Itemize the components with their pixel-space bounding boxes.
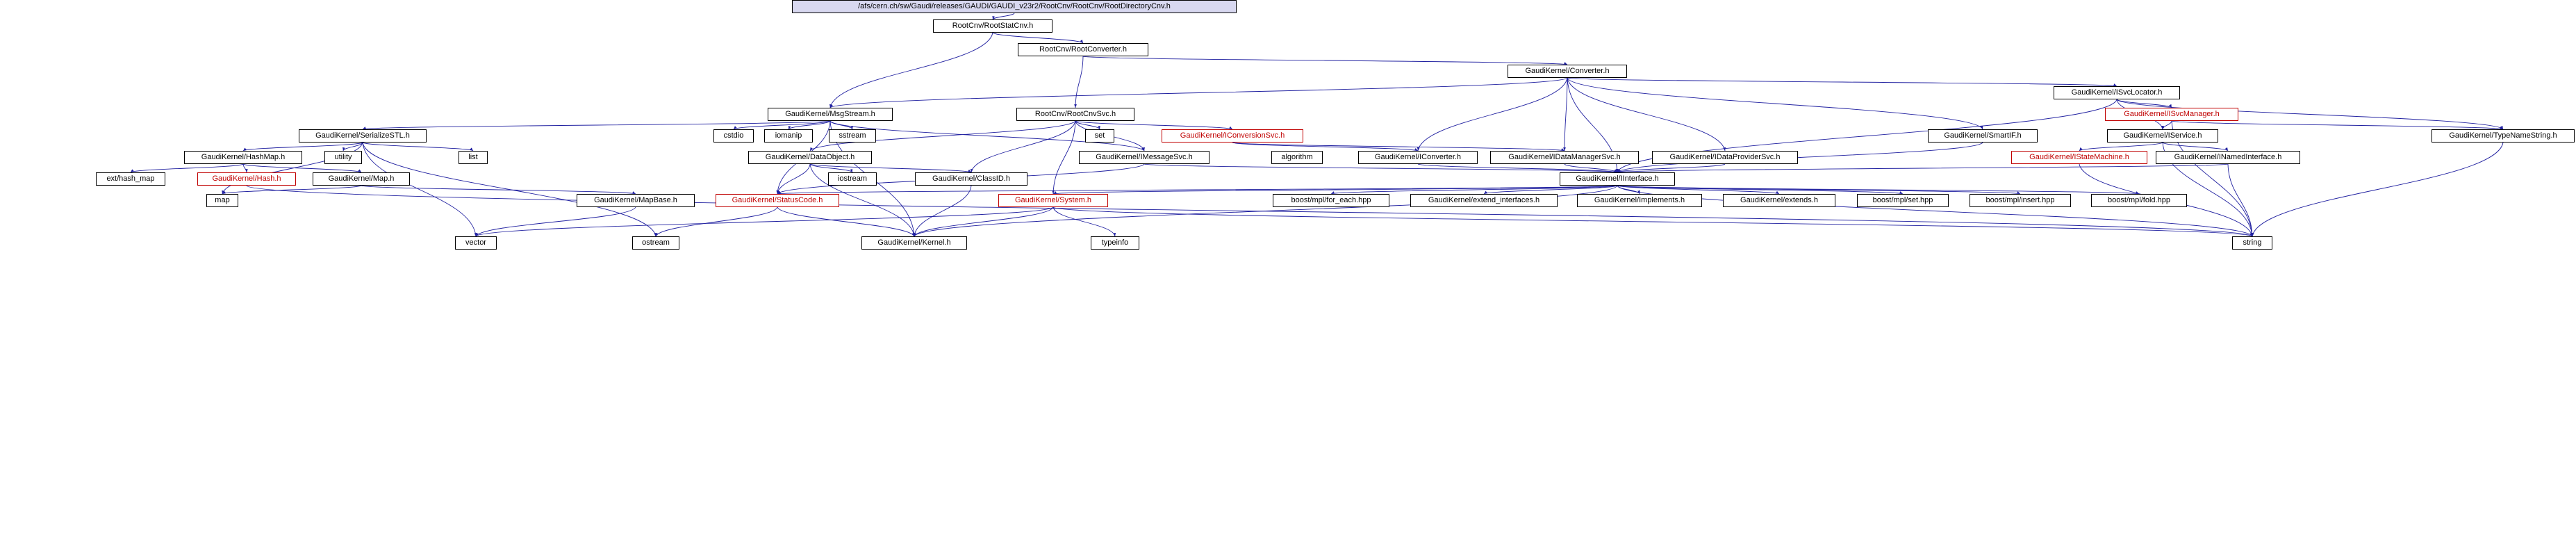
graph-edge [993, 33, 1083, 43]
graph-edge [243, 164, 361, 172]
graph-node-label: boost/mpl/for_each.hpp [1291, 196, 1371, 204]
graph-node-label: boost/mpl/set.hpp [1872, 196, 1933, 204]
graph-node-system[interactable] [998, 194, 1108, 207]
graph-edge [363, 143, 656, 236]
graph-node-label: RootCnv/RootConverter.h [1039, 45, 1127, 54]
graph-node-rootcnvsvc[interactable] [1016, 108, 1134, 121]
graph-edge [1053, 207, 2252, 236]
graph-node-label: GaudiKernel/extend_interfaces.h [1428, 196, 1540, 204]
graph-node-ismartif[interactable] [1928, 129, 2038, 143]
graph-edge [993, 13, 1014, 19]
graph-node-label: ostream [642, 238, 670, 247]
graph-node-algorithm[interactable] [1271, 151, 1323, 164]
graph-node-label: GaudiKernel/DataObject.h [765, 153, 855, 161]
graph-edge [830, 78, 1567, 108]
graph-edge [914, 186, 1617, 236]
graph-node-iservice[interactable] [2107, 129, 2218, 143]
graph-node-label: GaudiKernel/IConverter.h [1374, 153, 1462, 161]
graph-node-label: GaudiKernel/Hash.h [212, 174, 281, 183]
graph-node-label: vector [465, 238, 486, 247]
graph-node-label: GaudiKernel/IMessageSvc.h [1096, 153, 1193, 161]
graph-node-label: map [215, 196, 230, 204]
graph-node-isvclocator[interactable] [2054, 86, 2180, 99]
graph-node-label: typeinfo [1101, 238, 1129, 247]
graph-node-map_std[interactable] [206, 194, 238, 207]
graph-node-statuscode[interactable] [716, 194, 839, 207]
graph-edge [1617, 186, 2020, 194]
graph-node-label: GaudiKernel/IStateMachine.h [2029, 153, 2129, 161]
graph-node-label: GaudiKernel/MsgStream.h [785, 110, 875, 118]
graph-edge [914, 186, 971, 236]
graph-node-idataprovidersvc[interactable] [1652, 151, 1798, 164]
graph-node-iconverter[interactable] [1358, 151, 1478, 164]
graph-node-label: GaudiKernel/SmartIF.h [1944, 131, 2022, 140]
graph-edge [363, 121, 830, 129]
graph-node-dataobject[interactable] [748, 151, 872, 164]
graph-node-label: RootCnv/RootCnvSvc.h [1034, 110, 1116, 118]
graph-node-exthashmap[interactable] [96, 172, 165, 186]
graph-edge [2163, 121, 2172, 129]
graph-node-iostream[interactable] [828, 172, 877, 186]
graph-node-mplset[interactable] [1857, 194, 1949, 207]
graph-edge [810, 164, 971, 172]
graph-node-label: GaudiKernel/HashMap.h [201, 153, 286, 161]
graph-edge [2228, 164, 2252, 236]
graph-edge [1144, 164, 1617, 172]
graph-node-label: GaudiKernel/MapBase.h [594, 196, 677, 204]
graph-edge [777, 207, 914, 236]
graph-node-serializestl[interactable] [299, 129, 427, 143]
graph-edge [247, 186, 2252, 236]
graph-node-inamedinterface[interactable] [2156, 151, 2300, 164]
graph-node-label: GaudiKernel/Implements.h [1594, 196, 1685, 204]
graph-node-extendinterfaces[interactable] [1410, 194, 1558, 207]
graph-node-extends[interactable] [1723, 194, 1835, 207]
graph-edge [222, 186, 361, 194]
graph-node-label: GaudiKernel/ISvcLocator.h [2071, 88, 2163, 97]
graph-node-label: iostream [837, 174, 868, 183]
graph-edge [1232, 143, 1564, 151]
graph-edge [363, 143, 473, 151]
graph-edge [1075, 56, 1083, 108]
graph-node-set[interactable] [1085, 129, 1114, 143]
graph-node-label: utility [334, 153, 352, 161]
graph-node-label: GaudiKernel/Converter.h [1525, 67, 1610, 75]
graph-node-foreach[interactable] [1273, 194, 1389, 207]
graph-node-isvcmanager[interactable] [2105, 108, 2238, 121]
graph-node-label: list [468, 153, 478, 161]
graph-node-implements[interactable] [1577, 194, 1702, 207]
graph-node-iinterface[interactable] [1560, 172, 1675, 186]
graph-node-mplinsert[interactable] [1970, 194, 2071, 207]
graph-edge [1617, 186, 2252, 236]
graph-node-map_h[interactable] [313, 172, 410, 186]
graph-edge [2172, 121, 2503, 129]
graph-node-classid[interactable] [915, 172, 1027, 186]
graph-node-label: GaudiKernel/ClassID.h [932, 174, 1010, 183]
graph-edge [1567, 78, 1983, 129]
graph-node-mapbase[interactable] [577, 194, 695, 207]
graph-edge [1418, 78, 1567, 151]
graph-node-msgstream[interactable] [768, 108, 893, 121]
graph-edge [1083, 56, 1567, 65]
graph-node-string[interactable] [2232, 236, 2272, 250]
graph-node-mplfold[interactable] [2091, 194, 2187, 207]
graph-node-root[interactable] [792, 0, 1237, 13]
graph-edge [971, 121, 1075, 172]
graph-node-label: GaudiKernel/INamedInterface.h [2174, 153, 2282, 161]
graph-node-label: GaudiKernel/IDataManagerSvc.h [1508, 153, 1621, 161]
graph-node-kernel[interactable] [861, 236, 967, 250]
graph-node-vector[interactable] [455, 236, 497, 250]
graph-node-hashmap[interactable] [184, 151, 302, 164]
graph-node-hash[interactable] [197, 172, 296, 186]
graph-node-label: GaudiKernel/IInterface.h [1576, 174, 1659, 183]
graph-edge [830, 33, 993, 108]
graph-node-ostream[interactable] [632, 236, 679, 250]
graph-edge [1567, 78, 2117, 86]
graph-node-label: boost/mpl/insert.hpp [1985, 196, 2055, 204]
graph-node-label: iomanip [775, 131, 802, 140]
graph-node-label: string [2243, 238, 2262, 247]
graph-node-utility[interactable] [324, 151, 362, 164]
graph-edge [734, 121, 830, 129]
graph-node-idatamanagersvc[interactable] [1490, 151, 1639, 164]
graph-node-list[interactable] [459, 151, 488, 164]
graph-node-label: GaudiKernel/IService.h [2123, 131, 2202, 140]
graph-node-rootstatcnv[interactable] [933, 19, 1052, 33]
graph-node-sstream[interactable] [829, 129, 876, 143]
graph-node-label: /afs/cern.ch/sw/Gaudi/releases/GAUDI/GAUDI_v23r2/RootCnv/RootCnv/RootDirectoryCnv.h [858, 2, 1171, 10]
graph-node-imessagesvc[interactable] [1079, 151, 1209, 164]
graph-node-label: ext/hash_map [106, 174, 155, 183]
graph-node-iconversionsvc[interactable] [1162, 129, 1303, 143]
graph-edge [2079, 143, 2163, 151]
graph-node-label: GaudiKernel/IConversionSvc.h [1180, 131, 1285, 140]
graph-edge [476, 207, 1053, 236]
graph-node-label: RootCnv/RootStatCnv.h [952, 22, 1034, 30]
graph-node-cstdio[interactable] [713, 129, 754, 143]
graph-edge [361, 186, 636, 194]
graph-node-label: GaudiKernel/ISvcManager.h [2124, 110, 2220, 118]
graph-edge [131, 164, 243, 172]
graph-node-label: boost/mpl/fold.hpp [2108, 196, 2170, 204]
graph-edge [1567, 78, 1725, 151]
graph-node-typeinfo[interactable] [1091, 236, 1139, 250]
graph-node-rootconverter[interactable] [1018, 43, 1148, 56]
graph-edge [1053, 121, 1075, 194]
graph-edge [1564, 78, 1567, 151]
graph-edge [1617, 164, 2228, 172]
graph-node-converter[interactable] [1508, 65, 1627, 78]
graph-node-label: GaudiKernel/IDataProviderSvc.h [1669, 153, 1781, 161]
graph-node-label: GaudiKernel/Kernel.h [877, 238, 951, 247]
graph-edge [1053, 186, 1617, 194]
graph-node-label: GaudiKernel/TypeNameString.h [2449, 131, 2557, 140]
graph-edge [1075, 121, 1232, 129]
graph-node-label: set [1094, 131, 1105, 140]
graph-node-label: GaudiKernel/Map.h [328, 174, 395, 183]
graph-node-iomanip[interactable] [764, 129, 813, 143]
graph-node-label: sstream [839, 131, 866, 140]
graph-node-label: GaudiKernel/extends.h [1740, 196, 1818, 204]
graph-edge [830, 121, 852, 129]
graph-node-label: GaudiKernel/SerializeSTL.h [315, 131, 410, 140]
graph-node-label: GaudiKernel/StatusCode.h [732, 196, 823, 204]
graph-edge [2163, 143, 2228, 151]
graph-node-istatemachine[interactable] [2011, 151, 2147, 164]
graph-node-typenamestring[interactable] [2431, 129, 2575, 143]
graph-node-label: GaudiKernel/System.h [1014, 196, 1092, 204]
graph-node-label: algorithm [1281, 153, 1313, 161]
graph-edge [243, 164, 247, 172]
graph-node-label: cstdio [723, 131, 744, 140]
